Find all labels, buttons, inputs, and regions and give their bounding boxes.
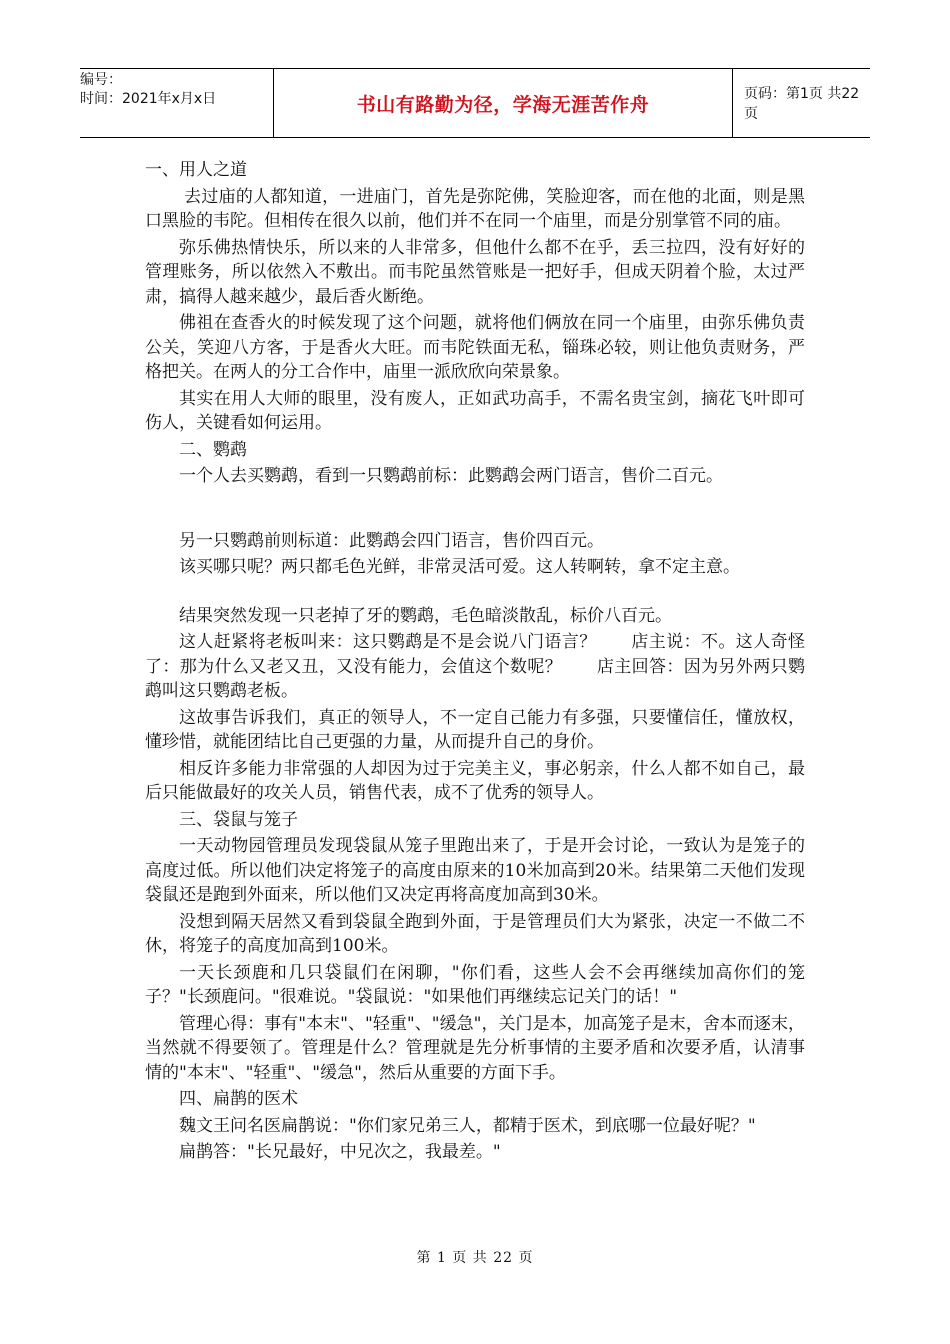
section-heading: 四、扁鹊的医术	[179, 1089, 298, 1109]
body-paragraph: 其实在用人大师的眼里，没有废人，正如武功高手，不需名贵宝剑，摘花飞叶即可伤人，关键看如何运用。	[145, 388, 805, 433]
body-paragraph: 没想到隔天居然又看到袋鼠全跑到外面，于是管理员们大为紧张，决定一不做二不休，将笼子的高度加高到100米。	[145, 911, 805, 956]
body-paragraph: 该买哪只呢？两只都毛色光鲜，非常灵活可爱。这人转啊转，拿不定主意。	[179, 557, 740, 577]
body-paragraph: 管理心得：事有"本末"、"轻重"、"缓急"，关门是本，加高笼子是末，舍本而逐末，当然就不得要领了。管理是什么？管理就是先分析事情的主要矛盾和次要矛盾，认清事情的"本末"、"轻重"、"缓急"，然后从重要的方面下手。	[145, 1013, 805, 1083]
body-paragraph: 这人赶紧将老板叫来：这只鹦鹉是不是会说八门语言？ 店主说：不。这人奇怪了：那为什么又老又丑，又没有能力，会值这个数呢？ 店主回答：因为另外两只鹦鹉叫这只鹦鹉老板。	[145, 632, 805, 701]
section-heading: 二、鹦鹉	[179, 439, 247, 460]
body-paragraph: 结果突然发现一只老掉了牙的鹦鹉，毛色暗淡散乱，标价八百元。	[179, 605, 672, 626]
header-page-info: 页码：第1页 共22页	[744, 86, 860, 122]
document-body	[145, 158, 805, 1167]
body-paragraph: 一天长颈鹿和几只袋鼠们在闲聊，"你们看，这些人会不会再继续加高你们的笼子？"长颈鹿问。"很难说。"袋鼠说："如果他们再继续忘记关门的话！"	[145, 962, 805, 1007]
body-paragraph: 魏文王问名医扁鹊说："你们家兄弟三人，都精于医术，到底哪一位最好呢？"	[179, 1115, 756, 1136]
section-heading: 一、用人之道	[145, 160, 247, 180]
body-paragraph: 相反许多能力非常强的人却因为过于完美主义，事必躬亲，什么人都不如自己，最后只能做最好的攻关人员，销售代表，成不了优秀的领导人。	[145, 758, 805, 803]
body-paragraph: 一天动物园管理员发现袋鼠从笼子里跑出来了，于是开会讨论，一致认为是笼子的高度过低。所以他们决定将笼子的高度由原来的10米加高到20米。结果第二天他们发现袋鼠还是跑到外面来，所以他们又决定再将高度加高到30米。	[145, 836, 805, 905]
body-paragraph: 一个人去买鹦鹉，看到一只鹦鹉前标：此鹦鹉会两门语言，售价二百元。	[179, 466, 723, 486]
document-date-label: 时间：2021年x月x日	[80, 91, 217, 107]
body-paragraph: 佛祖在查香火的时候发现了这个问题，就将他们俩放在同一个庙里，由弥乐佛负责公关，笑迎八方客，于是香火大旺。而韦陀铁面无私，锱珠必较，则让他负责财务，严格把关。在两人的分工合作中，庙里一派欣欣向荣景象。	[145, 313, 805, 382]
header-slogan-cell	[274, 69, 733, 137]
body-paragraph: 另一只鹦鹉前则标道：此鹦鹉会四门语言，售价四百元。	[179, 530, 604, 551]
document-number-label: 编号：	[80, 72, 122, 88]
section-heading: 三、袋鼠与笼子	[179, 809, 298, 830]
body-paragraph: 弥乐佛热情快乐，所以来的人非常多，但他什么都不在乎，丢三拉四，没有好好的管理账务，所以依然入不敷出。而韦陀虽然管账是一把好手，但成天阴着个脸，太过严肃，搞得人越来越少，最后香火断绝。	[145, 237, 805, 307]
page-header	[80, 68, 870, 138]
paragraph-spacer	[145, 582, 805, 604]
page-footer: 第 1 页 共 22 页	[416, 1250, 534, 1266]
header-page-info-cell	[732, 69, 870, 137]
header-meta	[80, 69, 274, 137]
body-paragraph: 去过庙的人都知道，一进庙门，首先是弥陀佛，笑脸迎客，而在他的北面，则是黑口黑脸的韦陀。但相传在很久以前，他们并不在同一个庙里，而是分别掌管不同的庙。	[145, 186, 805, 231]
paragraph-spacer	[145, 491, 805, 529]
body-paragraph: 扁鹊答："长兄最好，中兄次之，我最差。"	[179, 1142, 501, 1162]
body-paragraph: 这故事告诉我们，真正的领导人，不一定自己能力有多强，只要懂信任，懂放权，懂珍惜，就能团结比自己更强的力量，从而提升自己的身价。	[145, 707, 805, 752]
header-slogan: 书山有路勤为径，学海无涯苦作舟	[356, 93, 650, 116]
